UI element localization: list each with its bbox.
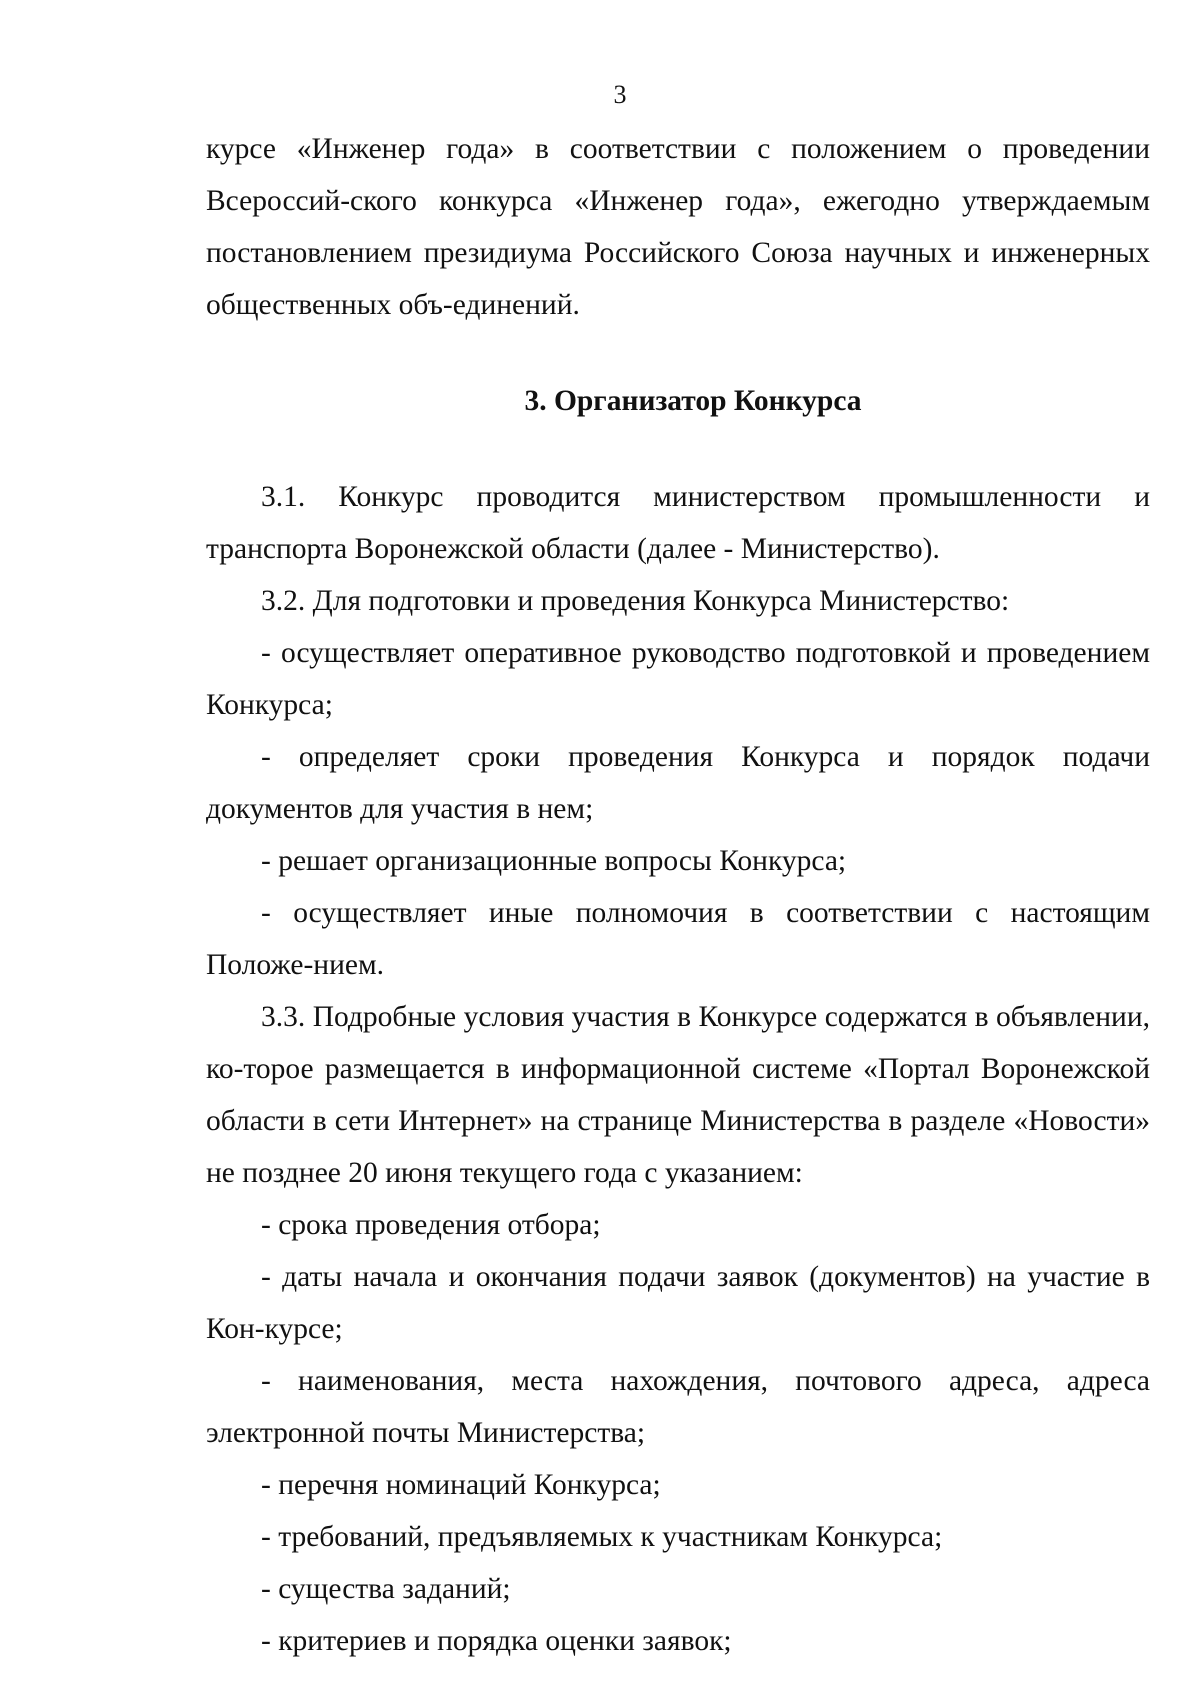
list-item: - даты начала и окончания подачи заявок (документов) на участие в Кон-курсе;	[206, 1261, 1150, 1345]
list-item: - осуществляет иные полномочия в соответствии с настоящим Положе-нием.	[206, 897, 1150, 981]
paragraph-3-3: 3.3. Подробные условия участия в Конкурсе содержатся в объявлении, ко-торое размещается в информационной системе «Портал Воронежской области в сети Интернет» на странице Министерства в разделе «Новости» не позднее 20 июня текущего года с указанием:	[206, 1001, 1150, 1189]
list-item: - наименования, места нахождения, почтового адреса, адреса электронной почты Министерства;	[206, 1365, 1150, 1449]
list-item: - критериев и порядка оценки заявок;	[261, 1625, 732, 1657]
intro-paragraph: курсе «Инженер года» в соответствии с положением о проведении Всероссий-ского конкурса «Инженер года», ежегодно утверждаемым постановлением президиума Российского Союза научных и инженерных общественных объ-единений.	[206, 133, 1150, 321]
list-item: - требований, предъявляемых к участникам Конкурса;	[261, 1521, 943, 1553]
list-item: - осуществляет оперативное руководство подготовкой и проведением Конкурса;	[206, 637, 1150, 721]
section-heading: 3. Организатор Конкурса	[524, 385, 862, 417]
document-body	[206, 123, 1150, 1667]
list-item: - перечня номинаций Конкурса;	[261, 1469, 661, 1501]
page-number: 3	[613, 80, 627, 109]
paragraph-3-2: 3.2. Для подготовки и проведения Конкурса Министерство:	[261, 585, 1010, 617]
list-item: - срока проведения отбора;	[261, 1209, 601, 1241]
list-item: - решает организационные вопросы Конкурса;	[261, 845, 847, 877]
paragraph-3-1: 3.1. Конкурс проводится министерством промышленности и транспорта Воронежской области (далее - Министерство).	[206, 481, 1150, 565]
list-item: - определяет сроки проведения Конкурса и порядок подачи документов для участия в нем;	[206, 741, 1150, 825]
list-item: - существа заданий;	[261, 1573, 511, 1605]
